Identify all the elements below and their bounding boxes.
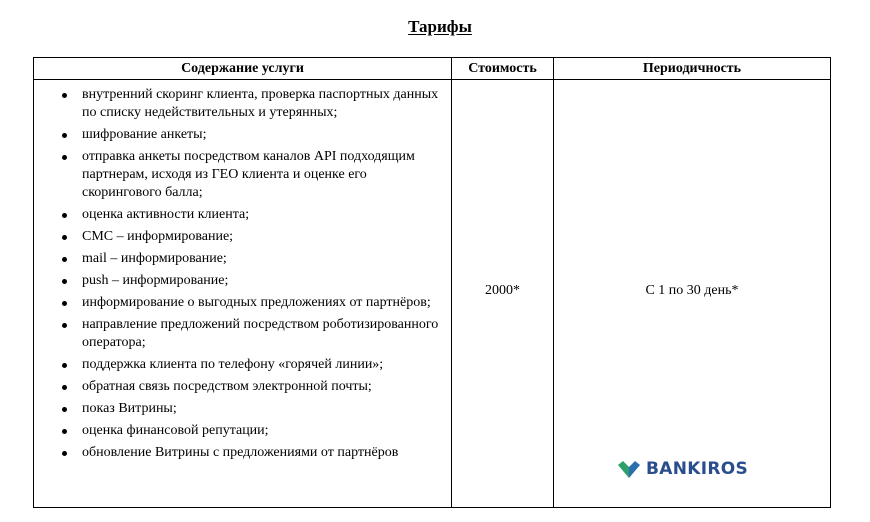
tariffs-table xyxy=(33,57,831,508)
service-text: обратная связь посредством электронной почты; xyxy=(82,379,372,394)
header-period: Периодичность xyxy=(554,58,831,80)
service-text: push – информирование; xyxy=(82,273,229,288)
list-item xyxy=(34,378,445,396)
bullet-icon xyxy=(62,213,67,218)
period-cell xyxy=(554,80,831,508)
list-item xyxy=(34,422,445,440)
bullet-icon xyxy=(62,385,67,390)
service-text: СМС – информирование; xyxy=(82,229,234,244)
service-text: обновление Витрины с предложениями от партнёров xyxy=(82,445,399,460)
bankiros-logo xyxy=(616,458,748,480)
service-text: оценка финансовой репутации; xyxy=(82,423,269,438)
bullet-icon xyxy=(62,407,67,412)
list-item xyxy=(34,228,445,246)
bullet-icon xyxy=(62,133,67,138)
service-text: направление предложений посредством роботизированного оператора; xyxy=(82,317,439,350)
service-text: отправка анкеты посредством каналов API подходящим партнерам, исходя из ГЕО клиента и оценке его скорингового балла; xyxy=(82,149,415,200)
bullet-icon xyxy=(62,363,67,368)
checkmark-heart-icon xyxy=(616,458,642,480)
service-text: поддержка клиента по телефону «горячей линии»; xyxy=(82,357,384,372)
header-cost: Стоимость xyxy=(452,58,554,80)
list-item xyxy=(34,206,445,224)
bullet-icon xyxy=(62,155,67,160)
bullet-icon xyxy=(62,257,67,262)
service-text: внутренний скоринг клиента, проверка паспортных данных по списку недействительных и утерянных; xyxy=(82,87,439,120)
list-item xyxy=(34,148,445,202)
table-header-row xyxy=(34,58,831,80)
list-item xyxy=(34,294,445,312)
service-text: шифрование анкеты; xyxy=(82,127,207,142)
service-text: mail – информирование; xyxy=(82,251,227,266)
service-text: информирование о выгодных предложениях от партнёров; xyxy=(82,295,431,310)
list-item xyxy=(34,400,445,418)
list-item xyxy=(34,272,445,290)
service-list xyxy=(34,86,451,462)
bullet-icon xyxy=(62,451,67,456)
cost-cell xyxy=(452,80,554,508)
list-item xyxy=(34,250,445,268)
bullet-icon xyxy=(62,235,67,240)
list-item xyxy=(34,356,445,374)
list-item xyxy=(34,126,445,144)
service-text: показ Витрины; xyxy=(82,401,177,416)
list-item xyxy=(34,316,445,352)
bullet-icon xyxy=(62,429,67,434)
services-cell xyxy=(34,80,452,508)
bullet-icon xyxy=(62,279,67,284)
header-service: Содержание услуги xyxy=(34,58,452,80)
document-title: Тарифы xyxy=(408,17,472,36)
bullet-icon xyxy=(62,301,67,306)
period-value: С 1 по 30 день* xyxy=(645,283,739,298)
list-item xyxy=(34,86,445,122)
table-row xyxy=(34,80,831,508)
logo-text: BANKIROS xyxy=(646,459,749,479)
bullet-icon xyxy=(62,93,67,98)
list-item xyxy=(34,444,445,462)
service-text: оценка активности клиента; xyxy=(82,207,250,222)
cost-value: 2000* xyxy=(485,283,520,298)
bullet-icon xyxy=(62,323,67,328)
